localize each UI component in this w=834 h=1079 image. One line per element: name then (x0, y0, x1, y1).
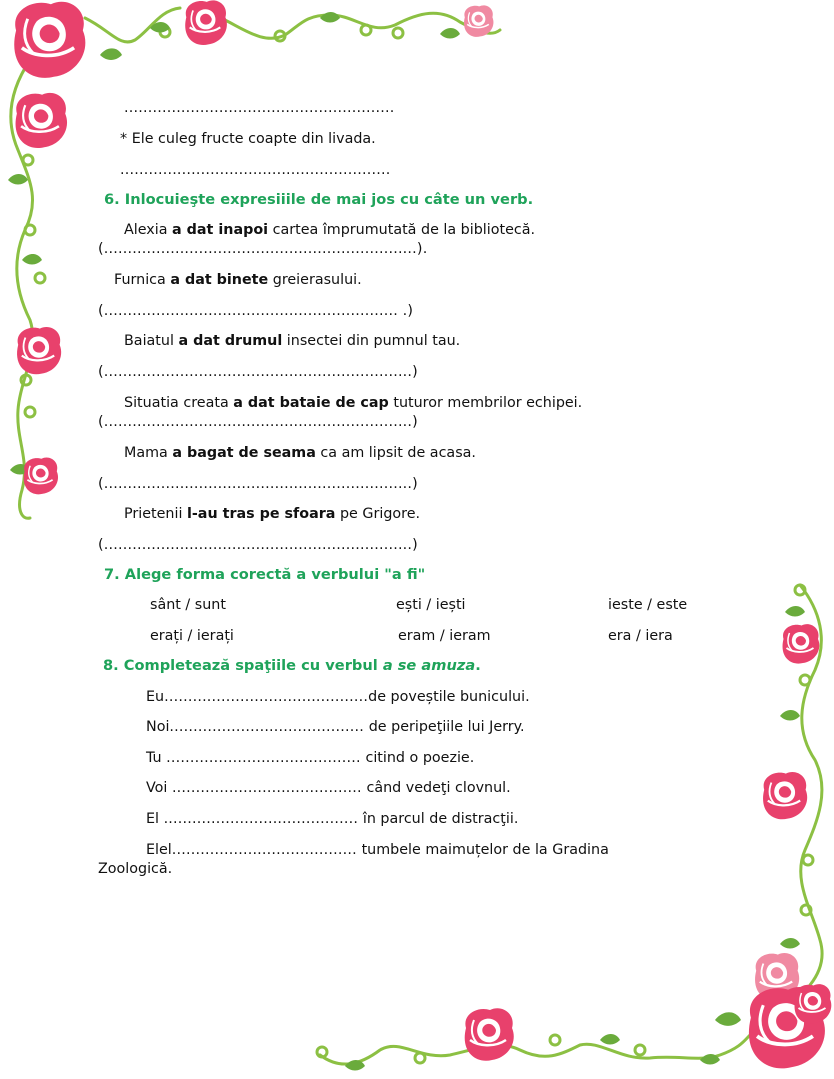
rose-icon (24, 458, 58, 495)
sentence-text: Prietenii (124, 506, 187, 522)
rose-icon (14, 2, 85, 78)
exercise-6-title: 6. Inlocuieşte expresiiile de mai jos cu câte un verb. (104, 191, 534, 208)
sentence-rest: citind o poezie. (365, 750, 475, 766)
exercise-7-title: 7. Alege forma corectă a verbului "a fi" (104, 566, 426, 583)
answer-line[interactable]: (..................................................................). (98, 241, 428, 257)
vine-icon (85, 8, 500, 42)
verb-option[interactable]: ieste / este (608, 597, 688, 613)
subject: Eu (146, 689, 165, 705)
exercise-8-title (103, 657, 481, 675)
answer-line[interactable]: (.................................................................) (98, 537, 418, 553)
expression-bold: a bagat de seama (172, 445, 316, 461)
fill-sentence-continuation: Zoologică. (98, 861, 173, 877)
sentence-text: insectei din pumnul tau. (282, 333, 461, 349)
sentence-text: Baiatul (124, 333, 179, 349)
exercise-6-sentence (124, 332, 460, 350)
expression-bold: a dat inapoi (172, 222, 269, 238)
fill-sentence (146, 810, 518, 828)
sentence-rest: în parcul de distracţii. (362, 811, 519, 827)
vine-icon (795, 585, 822, 985)
exercise-6-sentence (124, 444, 476, 462)
fill-sentence (146, 779, 511, 797)
title-text: . (475, 657, 481, 674)
subject: Elel (146, 842, 172, 858)
rose-icon (795, 984, 832, 1023)
rose-icon (16, 93, 68, 148)
exercise-6-sentence (114, 271, 362, 289)
example-sentence: * Ele culeg fructe coapte din livada. (120, 131, 376, 147)
sentence-text: Situatia creata (124, 395, 234, 411)
sentence-text: ca am lipsit de acasa. (315, 445, 476, 461)
expression-bold: a dat bataie de cap (233, 395, 389, 411)
sentence-text: Alexia (124, 222, 173, 238)
sentence-text: cartea împrumutată de la bibliotecă. (268, 222, 536, 238)
blank[interactable]: ........................................... (164, 689, 369, 705)
rose-icon (755, 953, 799, 1000)
answer-line[interactable]: ......................................................... (124, 100, 395, 116)
answer-line[interactable]: ......................................................... (120, 162, 391, 178)
rose-icon (17, 327, 61, 374)
exercise-6-sentence (124, 221, 535, 239)
subject: Voi (146, 780, 172, 796)
sentence-text: pe Grigore. (335, 506, 421, 522)
blank[interactable]: ......................................... (169, 719, 369, 735)
sentence-text: greierasului. (268, 272, 362, 288)
answer-line[interactable]: (.................................................................) (98, 476, 418, 492)
sentence-rest: de poveștile bunicului. (368, 689, 530, 705)
rose-icon (749, 987, 825, 1068)
answer-line[interactable]: (.............................................................. .) (98, 303, 414, 319)
expression-bold: a dat drumul (178, 333, 283, 349)
exercise-6-sentence (124, 394, 582, 412)
expression-bold: a dat binete (170, 272, 269, 288)
fill-sentence (146, 718, 525, 736)
blank[interactable]: ....................................... (171, 842, 362, 858)
verb-option[interactable]: erați / ierați (150, 628, 234, 644)
sentence-rest: de peripeţiile lui Jerry. (368, 719, 525, 735)
rose-icon (763, 772, 807, 819)
subject: Noi (146, 719, 170, 735)
sentence-text: Mama (124, 445, 173, 461)
answer-line[interactable]: (.................................................................) (98, 364, 418, 380)
sentence-rest: când vedeţi clovnul. (366, 780, 511, 796)
blank[interactable]: ......................................... (166, 750, 366, 766)
verb-option[interactable]: ești / iești (396, 597, 466, 613)
rose-icon (185, 0, 227, 45)
sentence-text: Furnica (114, 272, 171, 288)
sentence-rest: tumbele maimuțelor de la Gradina (361, 842, 609, 858)
fill-sentence (146, 841, 609, 859)
verb-option[interactable]: eram / ieram (398, 628, 491, 644)
rose-icon (783, 624, 820, 663)
subject: Tu (146, 750, 167, 766)
sentence-text: tuturor membrilor echipei. (388, 395, 583, 411)
rose-icon (465, 1008, 514, 1061)
title-text: 8. Completează spaţiile cu verbul (103, 657, 383, 674)
blank[interactable]: ......................................... (163, 811, 363, 827)
fill-sentence (146, 749, 474, 767)
vine-icon (11, 60, 45, 518)
verb-option[interactable]: sânt / sunt (150, 597, 226, 613)
vine-icon (317, 1035, 750, 1064)
subject: El (146, 811, 164, 827)
title-verb: a se amuza (382, 657, 476, 674)
verb-option[interactable]: era / iera (608, 628, 673, 644)
exercise-6-sentence (124, 505, 420, 523)
fill-sentence (146, 688, 530, 706)
blank[interactable]: ........................................ (171, 780, 367, 796)
expression-bold: l-au tras pe sfoara (186, 506, 336, 522)
answer-line[interactable]: (.................................................................) (98, 414, 418, 430)
rose-icon (464, 5, 493, 37)
